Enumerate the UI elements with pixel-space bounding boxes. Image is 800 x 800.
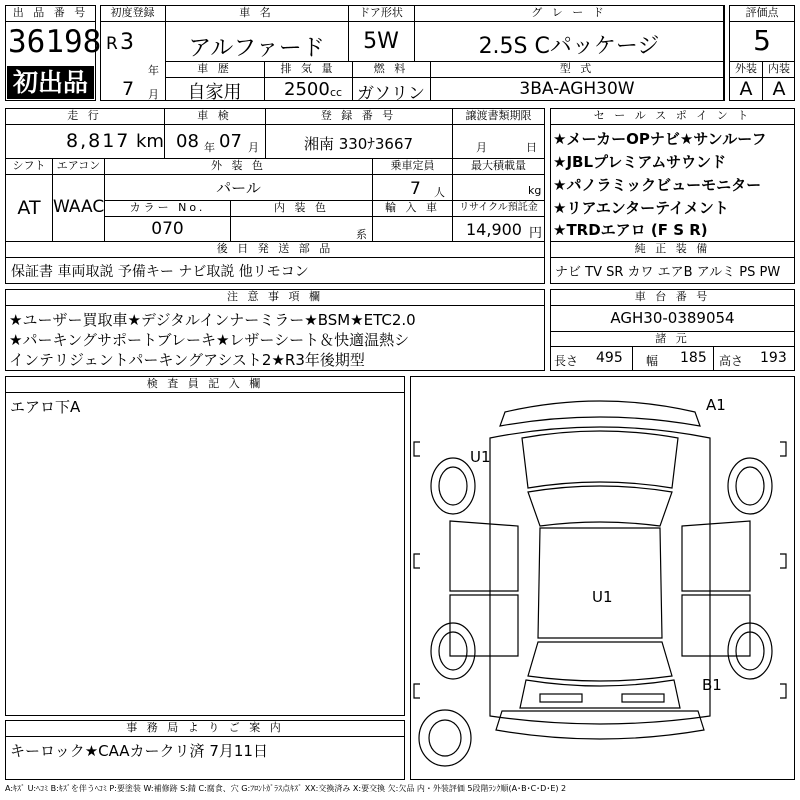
height-label: 高さ xyxy=(719,354,744,368)
bracket-left-low xyxy=(414,684,420,698)
grade: 2.5S Cパッケージ xyxy=(478,34,660,59)
inspector-box xyxy=(5,376,405,716)
damage-mark-a1: A1 xyxy=(706,396,726,414)
history: 自家用 xyxy=(187,82,242,103)
length-label: 長さ xyxy=(554,354,579,368)
notes-line: ★ユーザー買取車★デジタルインナーミラー★BSM★ETC2.0 xyxy=(9,311,416,329)
legend: A:ｷｽﾞ U:ﾍｺﾐ B:ｷｽﾞを伴うﾍｺﾐ P:要塗装 W:補修跡 S:錆 C:腐食、穴 G:ﾌﾛﾝﾄｶﾞﾗｽ点ｷｽﾞ XX:交換済み X:要交換 欠:欠品 内・外装評価 5段階ﾗﾝｸ順(A･B･C･D･E) 2 xyxy=(5,784,567,793)
capacity: 7 xyxy=(410,179,421,199)
aircon-label: エアコン xyxy=(56,159,101,172)
score-label: 評価点 xyxy=(745,6,779,19)
inspector-label: 検 査 員 記 入 欄 xyxy=(146,377,264,390)
bracket-right-low xyxy=(780,684,786,698)
height-value: 193 xyxy=(760,350,787,366)
capacity-label: 乗車定員 xyxy=(390,159,435,172)
inspector-note: エアロ下A xyxy=(10,398,81,416)
fuel-label: 燃 料 xyxy=(373,62,409,75)
era: R xyxy=(106,34,118,54)
office-note: キーロック★CAAカークリ済 7月11日 xyxy=(10,742,268,760)
displacement-label: 排 気 量 xyxy=(280,62,336,75)
shift: AT xyxy=(17,197,41,219)
sales-point: ★JBLプレミアムサウンド xyxy=(553,153,727,171)
door-type-label: ドア形状 xyxy=(359,6,403,19)
mileage-label: 走 行 xyxy=(67,109,102,122)
exterior-color: パール xyxy=(216,179,261,197)
history-label: 車 歴 xyxy=(197,62,232,75)
max-load-label: 最大積載量 xyxy=(471,159,526,172)
first-registration-label: 初度登録 xyxy=(110,6,155,19)
right-side-panels xyxy=(682,521,750,656)
fuel: ガソリン xyxy=(357,84,425,104)
front-right-tire-inner xyxy=(736,467,764,505)
rear-lamp-right xyxy=(622,694,664,702)
front-left-tire-inner xyxy=(439,467,467,505)
plate-label: 登 録 番 号 xyxy=(320,109,397,122)
rear-glass-outline xyxy=(528,642,672,681)
damage-mark-u1-front: U1 xyxy=(470,448,491,466)
body-outline xyxy=(490,427,710,724)
exterior-label: 外装 xyxy=(735,62,757,75)
capacity-unit: 人 xyxy=(434,186,445,199)
notes-label: 注 意 事 項 欄 xyxy=(227,290,323,303)
bracket-right-mid xyxy=(780,554,786,568)
registration-month: 7 xyxy=(122,78,135,100)
notes-line: ★パーキングサポートブレーキ★レザーシート＆快適温熱シ xyxy=(9,331,410,349)
rear-left-tire-inner xyxy=(439,632,467,670)
front-bumper-outline xyxy=(500,401,700,426)
interior-color-label: 内 装 色 xyxy=(274,201,329,214)
car-diagram xyxy=(410,376,795,780)
inspection-month-unit: 月 xyxy=(248,141,259,154)
aircon: WAAC xyxy=(53,197,105,217)
shift-label: シフト xyxy=(12,159,46,172)
door-type: 5W xyxy=(363,29,399,54)
hood-outline xyxy=(522,431,678,488)
sales-points-label: セ ー ル ス ポ イ ン ト xyxy=(593,109,752,122)
mileage-unit: km xyxy=(136,131,164,152)
notes-line: インテリジェントパーキングアシスト2★R3年後期型 xyxy=(9,351,365,369)
grade-label: グ レ ー ド xyxy=(531,6,607,19)
car-name: アルファード xyxy=(188,35,325,61)
displacement-unit: cc xyxy=(330,86,343,99)
later-parts-label: 後 日 発 送 部 品 xyxy=(216,242,334,255)
color-number-label: カラー No. xyxy=(129,201,206,214)
left-side-panels xyxy=(450,521,518,656)
inspection-year: 08 xyxy=(176,131,199,152)
month-unit: 月 xyxy=(148,88,159,101)
exterior-color-label: 外 装 色 xyxy=(211,159,266,172)
sales-point: ★パノラミックビューモニター xyxy=(553,176,762,194)
color-number: 070 xyxy=(151,219,184,239)
model-code: 3BA-AGH30W xyxy=(519,79,635,99)
length-value: 495 xyxy=(596,350,623,366)
interior-label: 内装 xyxy=(768,62,790,75)
bracket-left-mid xyxy=(414,554,420,568)
recycle-label: リサイクル預託金 xyxy=(459,202,538,213)
interior-grade: A xyxy=(772,78,786,100)
chassis-label: 車 台 番 号 xyxy=(634,290,711,303)
import-label: 輸 入 車 xyxy=(385,201,440,214)
year-unit: 年 xyxy=(148,64,159,77)
transfer-day-unit: 日 xyxy=(526,141,537,154)
plate-number: 湘南 330ﾅ3667 xyxy=(303,135,414,153)
mirror-bracket-left xyxy=(414,442,420,456)
first-listing-badge: 初出品 xyxy=(7,66,94,99)
registration-year: 3 xyxy=(120,30,134,55)
damage-mark-u1-roof: U1 xyxy=(592,588,613,606)
model-label: 型 式 xyxy=(559,62,595,75)
mileage: 8,817 xyxy=(66,130,131,152)
width-label: 幅 xyxy=(646,354,659,368)
sales-point: ★リアエンターテイメント xyxy=(553,199,729,217)
score: 5 xyxy=(753,24,771,57)
displacement: 2500 xyxy=(284,79,330,100)
sales-point: ★メーカーOPナビ★サンルーフ xyxy=(553,130,767,148)
office-label: 事 務 局 よ り ご 案 内 xyxy=(126,721,284,734)
mirror-bracket-right xyxy=(780,442,786,456)
transfer-month-unit: 月 xyxy=(476,141,487,154)
damage-mark-b1: B1 xyxy=(702,676,722,694)
car-name-label: 車 名 xyxy=(239,6,274,19)
spare-tire-inner xyxy=(429,720,461,756)
roof-outline xyxy=(538,528,662,638)
rear-bumper-outline xyxy=(496,711,704,739)
transfer-label: 譲渡書類期限 xyxy=(465,109,532,122)
interior-color-unit: 系 xyxy=(356,228,367,241)
later-parts: 保証書 車両取説 予備キー ナビ取説 他リモコン xyxy=(11,264,309,280)
max-load-unit: kg xyxy=(528,184,542,197)
dimensions-label: 諸 元 xyxy=(655,332,690,345)
chassis-number: AGH30-0389054 xyxy=(610,309,735,327)
recycle-unit: 円 xyxy=(529,226,543,241)
rear-lamp-left xyxy=(540,694,582,702)
width-value: 185 xyxy=(680,350,707,366)
lot-number: 36198 xyxy=(8,24,102,60)
windshield-outline xyxy=(528,486,672,526)
recycle-fee: 14,900 xyxy=(466,220,522,239)
spare-tire xyxy=(419,710,471,766)
inspection-month: 07 xyxy=(219,131,242,152)
exterior-grade: A xyxy=(739,78,753,100)
lot-number-label: 出 品 番 号 xyxy=(12,6,89,19)
equipment-label: 純 正 装 備 xyxy=(634,242,711,255)
inspection-label: 車 検 xyxy=(197,109,232,122)
sales-point: ★TRDエアロ (F S R) xyxy=(553,221,708,239)
inspection-year-unit: 年 xyxy=(204,141,215,154)
equipment: ナビ TV SR カワ エアB アルミ PS PW xyxy=(555,265,781,280)
